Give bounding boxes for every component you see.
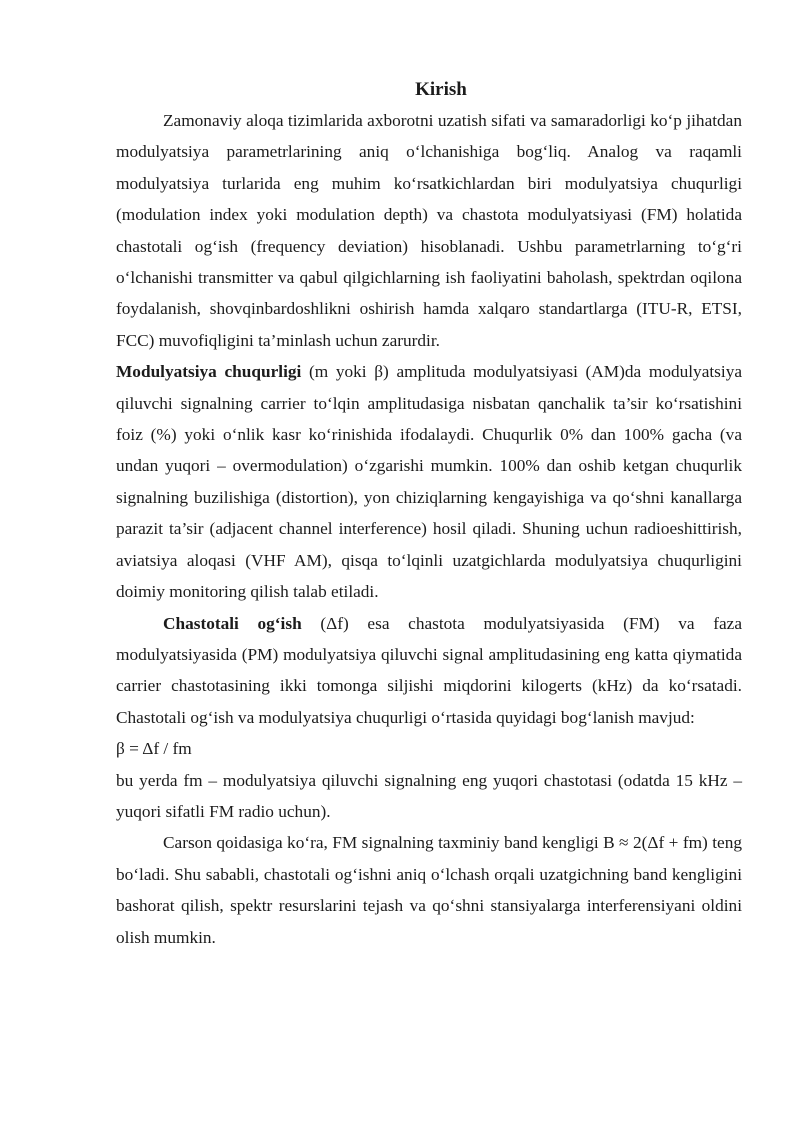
- term-frequency-deviation: Chastotali og‘ish: [163, 613, 302, 633]
- formula-line: β = Δf / fm: [116, 739, 192, 759]
- paragraph-formula-explanation: bu yerda fm – modulyatsiya qiluvchi signalning eng yuqori chastotasi (odatda 15 kHz – yuqori sifatli FM radio uchun).: [116, 770, 742, 821]
- paragraph-modulation-depth-text: (m yoki β) amplituda modulyatsiyasi (AM)da modulyatsiya qiluvchi signalning carrier to‘lqin amplitudasiga nisbatan qanchalik ta’sir ko‘rsatishini foiz (%) yoki o‘nlik kasr ko‘rinishida ifodalaydi. Chuqurlik 0% dan 100% gacha (va undan yuqori – overmodulation) o‘zgarishi mumkin. 100% dan oshib ketgan chuqurlik signalning buzilishiga (distortion), yon chiziqlarning kengayishiga va qo‘shni kanallarga parazit ta’sir (adjacent channel interference) hosil qiladi. Shuning uchun radioeshittirish, aviatsiya aloqasi (VHF AM), qisqa to‘lqinli uzatgichlarda modulyatsiya chuqurligini doimiy monitoring qilish talab etiladi.: [116, 362, 743, 602]
- paragraph-intro: Zamonaviy aloqa tizimlarida axborotni uzatish sifati va samaradorligi ko‘p jihatdan modulyatsiya parametrlarining aniq o‘lchanishiga bog‘liq. Analog va raqamli modulyatsiya turlarida eng muhim ko‘rsatkichlardan biri modulyatsiya chuqurligi (modulation index yoki modulation depth) va chastota modulyatsiyasi (FM) holatida chastotali og‘ish (frequency deviation) hisoblanadi. Ushbu parametrlarning to‘g‘ri o‘lchanishi transmitter va qabul qilgichlarning ish faoliyatini baholash, spektrdan oqilona foydalanish, shovqinbardoshlikni oshirish hamda xalqaro standartlarga (ITU-R, ETSI, FCC) muvofiqligini ta’minlash uchun zarurdir.: [116, 111, 742, 350]
- paragraph-carson-rule: Carson qoidasiga ko‘ra, FM signalning taxminiy band kengligi B ≈ 2(Δf + fm) teng bo‘ladi. Shu sababli, chastotali og‘ishni aniq o‘lchash orqali uzatgichning band kengligini bashorat qilish, spektr resurslarini tejash va qo‘shni stansiyalarga interferensiyani oldini olish mumkin.: [116, 833, 742, 947]
- page-title: Kirish: [415, 79, 467, 100]
- paragraph-modulation-depth: [116, 356, 742, 607]
- term-modulation-depth: Modulyatsiya chuqurligi: [116, 362, 302, 382]
- document-page: [116, 74, 742, 953]
- paragraph-frequency-deviation: [116, 608, 742, 734]
- paragraph-frequency-deviation-text: (Δf) esa chastota modulyatsiyasida (FM) va faza modulyatsiyasida (PM) modulyatsiya qiluvchi signal amplitudasining eng katta qiymatida carrier chastotasining ikki tomonga siljishi miqdorini kilogerts (kHz) da ko‘rsatadi. Chastotali og‘ish va modulyatsiya chuqurligi o‘rtasida quyidagi bog‘lanish mavjud:: [116, 613, 742, 727]
